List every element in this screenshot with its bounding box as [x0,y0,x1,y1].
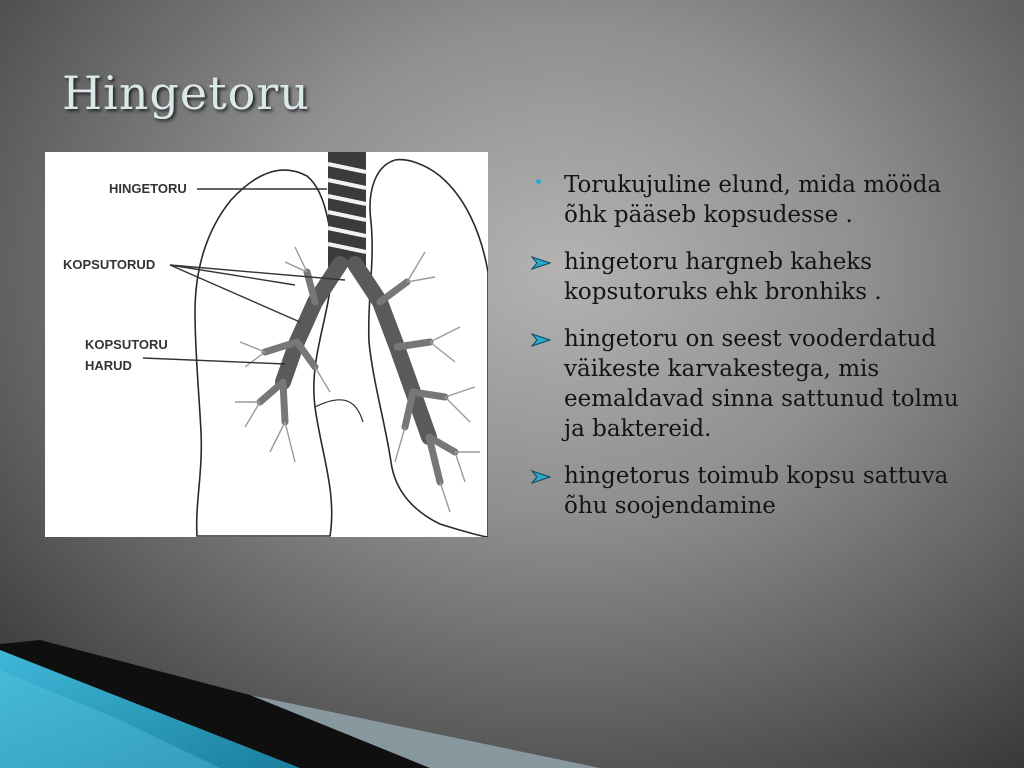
bullet-item [530,247,970,307]
bronchi [260,264,455,482]
bullet-text: hingetoru on seest vooderdatud väikeste karvakestega, mis eemaldavad sinna sattunud tolmu ja baktereid. [564,326,959,442]
trachea [328,152,366,267]
right-lung-outline [369,160,488,537]
mediastinum-line [315,400,363,422]
bronchioles [235,247,480,512]
arrow-bullet-icon [531,256,551,270]
corner-decoration [0,640,1024,768]
bullet-item [530,170,970,230]
bullet-text: Torukujuline elund, mida mööda õhk pääseb kopsudesse . [564,172,942,228]
slide-title: Hingetoru [62,66,310,120]
label-kopsutoru-harud-2: HARUD [85,358,132,373]
label-kopsutoru-harud-1: KOPSUTORU [85,337,168,352]
label-kopsutorud: KOPSUTORUD [63,257,156,272]
bullet-item [530,324,970,444]
bullet-text: hingetoru hargneb kaheks kopsutoruks ehk bronhiks . [564,249,882,305]
arrow-bullet-icon [531,333,551,347]
bullet-text: hingetorus toimub kopsu sattuva õhu soojendamine [564,463,949,519]
bullet-dot-icon [536,179,541,184]
bullet-item [530,461,970,521]
label-leaders [143,189,345,364]
bullet-list [530,170,970,538]
lung-diagram [45,152,488,537]
arrow-bullet-icon [531,470,551,484]
lung-diagram-svg [45,152,488,537]
label-hingetoru: HINGETORU [109,181,187,196]
